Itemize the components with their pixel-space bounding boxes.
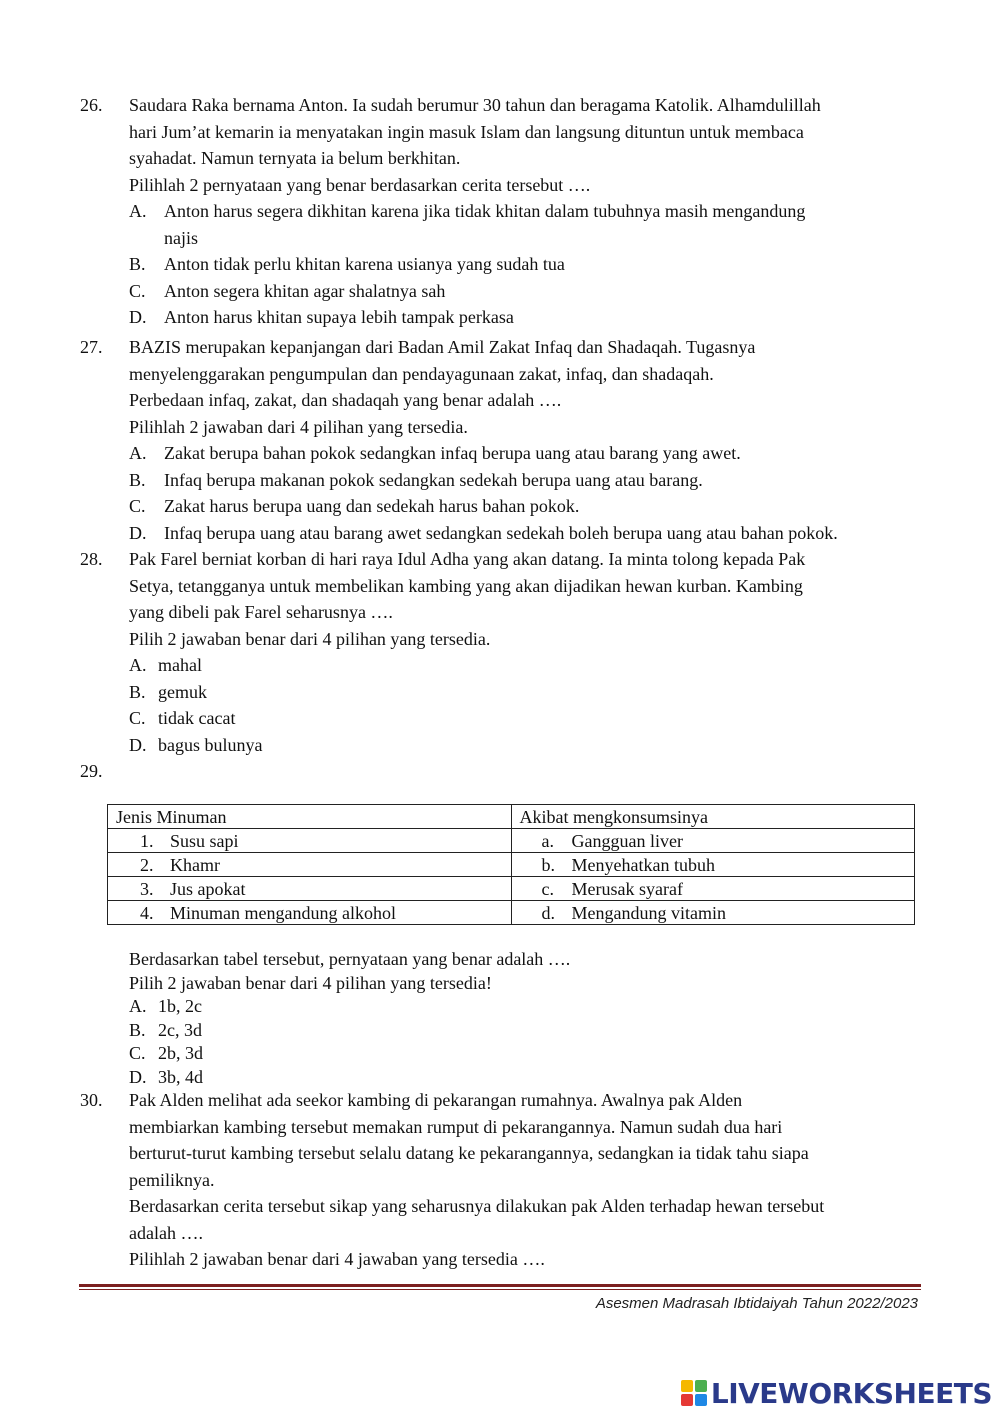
option-a[interactable] [129, 198, 920, 251]
question-instruction: Pilihlah 2 jawaban dari 4 pilihan yang tersedia. [129, 416, 468, 437]
drink-name: Minuman mengandung alkohol [170, 902, 396, 923]
option-text: Zakat harus berupa uang dan sedekah harus bahan pokok. [164, 496, 580, 516]
question-text-line: Setya, tetangganya untuk membelikan kambing yang akan dijadikan hewan kurban. Kambing [129, 575, 803, 596]
option-letter: B. [129, 254, 146, 274]
question-text-line: berturut-turut kambing tersebut selalu datang ke pekarangannya, sedangkan ia tidak tahu siapa [129, 1143, 809, 1163]
question-text-line: membiarkan kambing tersebut memakan rumput di pekarangannya. Namun sudah dua hari [129, 1116, 783, 1137]
question-number: 28. [80, 549, 103, 569]
question-26 [80, 92, 920, 331]
row-number: 3. [140, 878, 154, 899]
option-d[interactable] [129, 732, 920, 759]
option-letter: C. [129, 496, 146, 516]
table-row [108, 829, 915, 853]
row-number: 1. [140, 830, 154, 851]
question-28 [80, 546, 920, 758]
option-text: Infaq berupa uang atau barang awet sedangkan sedekah boleh berupa uang atau bahan pokok. [164, 522, 838, 543]
question-text-line: Berdasarkan cerita tersebut sikap yang seharusnya dilakukan pak Alden terhadap hewan tersebut [129, 1196, 825, 1216]
table-row [108, 877, 915, 901]
question-27 [80, 334, 920, 546]
drink-name: Jus apokat [170, 878, 246, 899]
option-text-continued: najis [164, 227, 198, 248]
question-number: 27. [80, 337, 103, 357]
option-b[interactable] [129, 251, 920, 278]
option-letter: A. [129, 996, 147, 1016]
row-letter: a. [541, 830, 554, 851]
question-text-line: menyelenggarakan pengumpulan dan pendayagunaan zakat, infaq, dan shadaqah. [129, 363, 714, 384]
drinks-table [107, 804, 915, 925]
option-b[interactable] [129, 1019, 920, 1043]
drink-name: Susu sapi [170, 830, 239, 851]
option-text: 1b, 2c [158, 996, 202, 1016]
question-text-line: Berdasarkan tabel tersebut, pernyataan yang benar adalah …. [129, 949, 571, 969]
option-letter: D. [129, 1066, 147, 1087]
table-header-row [108, 805, 915, 829]
option-letter: B. [129, 1019, 146, 1040]
question-instruction: Pilihlah 2 pernyataan yang benar berdasarkan cerita tersebut …. [129, 174, 591, 195]
option-text: bagus bulunya [158, 734, 263, 755]
footer-divider-thin [79, 1289, 921, 1290]
question-text-line: adalah …. [129, 1222, 203, 1243]
drink-effect: Gangguan liver [571, 830, 683, 851]
option-letter: A. [129, 655, 147, 675]
question-number: 26. [80, 95, 103, 115]
drink-effect: Mengandung vitamin [571, 902, 726, 923]
question-text-line: pemiliknya. [129, 1169, 215, 1190]
drink-effect: Merusak syaraf [571, 878, 683, 899]
option-text: Zakat berupa bahan pokok sedangkan infaq berupa uang atau barang yang awet. [164, 443, 741, 463]
option-letter: A. [129, 201, 147, 221]
table-header: Jenis Minuman [108, 805, 512, 829]
option-letter: C. [129, 280, 146, 301]
table-header: Akibat mengkonsumsinya [511, 805, 915, 829]
option-b[interactable] [129, 467, 920, 494]
option-letter: B. [129, 469, 146, 490]
option-d[interactable] [129, 1066, 920, 1090]
table-row [108, 853, 915, 877]
option-text: mahal [158, 655, 202, 675]
question-instruction: Pilih 2 jawaban benar dari 4 pilihan yang tersedia. [129, 628, 491, 649]
option-letter: B. [129, 681, 146, 702]
question-30 [80, 1087, 920, 1273]
option-c[interactable] [129, 705, 920, 732]
option-d[interactable] [129, 304, 920, 331]
option-text: Infaq berupa makanan pokok sedangkan sedekah berupa uang atau barang. [164, 469, 703, 490]
footer-caption: Asesmen Madrasah Ibtidaiyah Tahun 2022/2023 [595, 1295, 918, 1312]
option-letter: D. [129, 522, 147, 543]
question-text-line: yang dibeli pak Farel seharusnya …. [129, 602, 393, 622]
question-number: 30. [80, 1090, 103, 1110]
option-a[interactable] [129, 440, 920, 467]
row-number: 2. [140, 854, 154, 875]
option-letter: A. [129, 443, 147, 463]
option-letter: C. [129, 708, 146, 728]
option-text: gemuk [158, 681, 207, 702]
option-text: tidak cacat [158, 708, 236, 728]
option-text: Anton tidak perlu khitan karena usianya yang sudah tua [164, 254, 565, 274]
option-text: Anton harus khitan supaya lebih tampak perkasa [164, 307, 514, 327]
question-text-line: Pak Alden melihat ada seekor kambing di pekarangan rumahnya. Awalnya pak Alden [129, 1090, 743, 1110]
liveworksheets-logo-icon [681, 1380, 707, 1406]
question-text-line: hari Jum’at kemarin ia menyatakan ingin masuk Islam dan langsung dituntun untuk membaca [129, 121, 804, 142]
drink-name: Khamr [170, 854, 220, 875]
logo-square [681, 1380, 693, 1392]
question-instruction: Pilih 2 jawaban benar dari 4 pilihan yang tersedia! [129, 972, 492, 993]
logo-square [695, 1380, 707, 1392]
row-letter: b. [541, 854, 555, 875]
row-number: 4. [140, 902, 154, 923]
logo-square [681, 1394, 693, 1406]
logo-square [695, 1394, 707, 1406]
option-c[interactable] [129, 278, 920, 305]
option-text: Anton segera khitan agar shalatnya sah [164, 280, 446, 301]
option-letter: C. [129, 1043, 146, 1063]
brand-wordmark: LIVEWORKSHEETS [710, 1376, 992, 1410]
option-d[interactable] [129, 520, 920, 547]
question-29 [80, 948, 920, 1089]
option-a[interactable] [129, 995, 920, 1019]
option-text: Anton harus segera dikhitan karena jika tidak khitan dalam tubuhnya masih mengandung [164, 201, 806, 221]
option-a[interactable] [129, 652, 920, 679]
option-c[interactable] [129, 1042, 920, 1066]
option-text: 3b, 4d [158, 1066, 203, 1087]
question-text-line: Saudara Raka bernama Anton. Ia sudah berumur 30 tahun dan beragama Katolik. Alhamdulillah [129, 95, 821, 115]
table-row [108, 901, 915, 925]
liveworksheets-brand[interactable] [681, 1378, 992, 1408]
row-letter: d. [541, 902, 555, 923]
question-text-line: syahadat. Namun ternyata ia belum berkhitan. [129, 148, 461, 168]
option-text: 2c, 3d [158, 1019, 202, 1040]
option-letter: D. [129, 734, 147, 755]
option-b[interactable] [129, 679, 920, 706]
option-text: 2b, 3d [158, 1043, 203, 1063]
option-c[interactable] [129, 493, 920, 520]
footer-divider-thick [79, 1284, 921, 1287]
question-text-line: Perbedaan infaq, zakat, dan shadaqah yang benar adalah …. [129, 390, 562, 410]
question-number: 29. [80, 761, 103, 781]
question-instruction: Pilihlah 2 jawaban benar dari 4 jawaban yang tersedia …. [129, 1249, 545, 1269]
row-letter: c. [541, 878, 554, 899]
question-text-line: BAZIS merupakan kepanjangan dari Badan Amil Zakat Infaq dan Shadaqah. Tugasnya [129, 337, 756, 357]
drink-effect: Menyehatkan tubuh [571, 854, 715, 875]
option-letter: D. [129, 307, 147, 327]
question-text-line: Pak Farel berniat korban di hari raya Idul Adha yang akan datang. Ia minta tolong kepada Pak [129, 549, 806, 569]
